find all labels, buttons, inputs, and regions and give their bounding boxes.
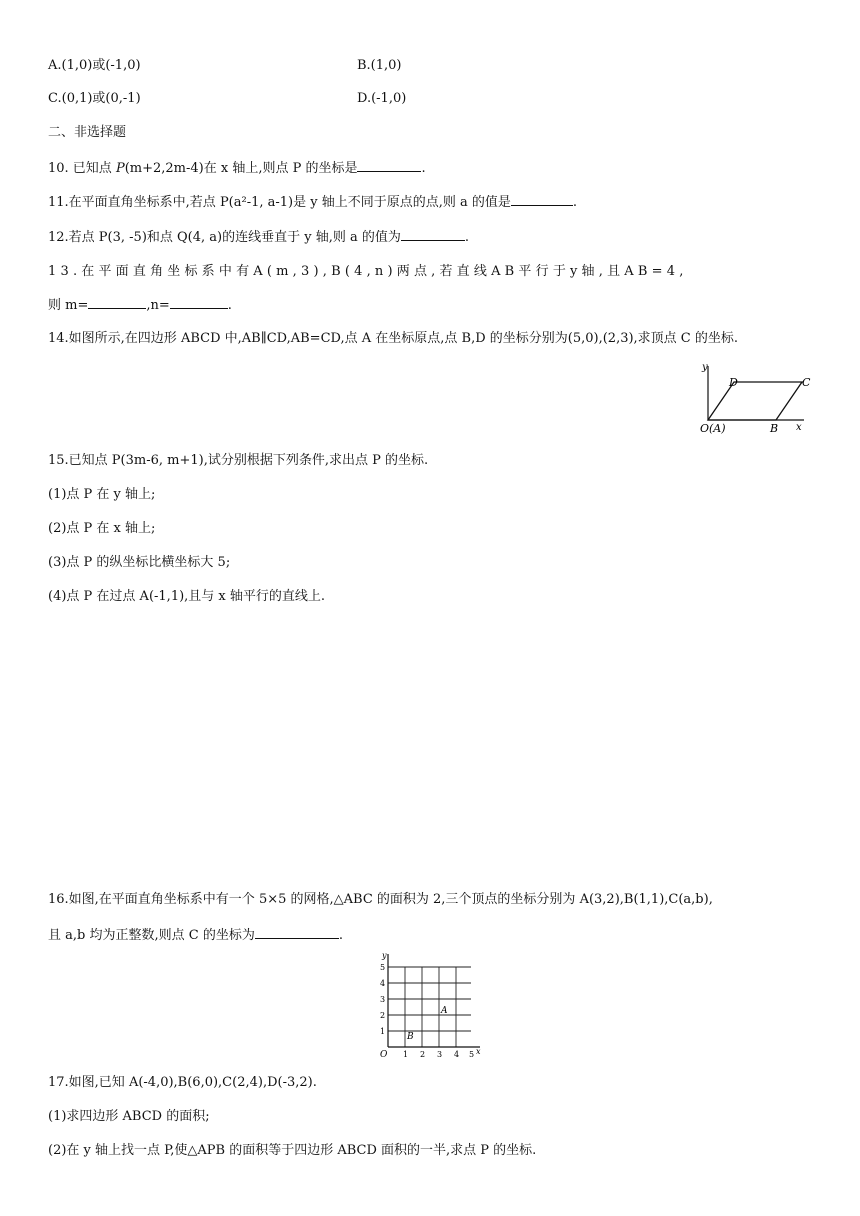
- question-11: [48, 193, 577, 212]
- q13-m-label: 则 m=: [48, 298, 89, 313]
- fig16-y-label: y: [382, 951, 387, 960]
- fig14-o-label: O: [700, 422, 710, 435]
- grid-lines: [388, 967, 471, 1047]
- fig16-x-label: x: [476, 1047, 481, 1056]
- question-16-line-2: [48, 926, 343, 945]
- option-d: D.(-1,0): [357, 91, 407, 106]
- question-15-part-2: (2)点 P 在 x 轴上;: [48, 521, 156, 536]
- q12-text: 12.若点 P(3, -5)和点 Q(4, a)的连线垂直于 y 轴,则 a 的值为: [48, 230, 401, 245]
- q11-end: .: [572, 195, 578, 210]
- question-12: [48, 228, 469, 247]
- fig16-x-tick-3: 3: [437, 1050, 443, 1059]
- fig14-x-label: x: [796, 422, 802, 433]
- fig14-d-label: D: [729, 376, 738, 389]
- fig16-y-tick-3: 3: [380, 995, 386, 1004]
- q13-m-blank[interactable]: [88, 296, 146, 309]
- section-title: 二、非选择题: [48, 125, 127, 140]
- fig16-y-tick-5: 5: [380, 963, 386, 972]
- q16-answer-blank[interactable]: [255, 926, 339, 939]
- question-17-part-2: (2)在 y 轴上找一点 P,使△APB 的面积等于四边形 ABCD 面积的一半,求点 P 的坐标.: [48, 1143, 537, 1158]
- fig14-a-label: (A): [709, 422, 726, 435]
- question-14: 14.如图所示,在四边形 ABCD 中,AB∥CD,AB=CD,点 A 在坐标原点,点 B,D 的坐标分别为(5,0),(2,3),求顶点 C 的坐标.: [48, 331, 739, 346]
- fig16-x-tick-1: 1: [403, 1050, 409, 1059]
- grid-figure: [372, 950, 490, 1060]
- question-15-part-1: (1)点 P 在 y 轴上;: [48, 487, 156, 502]
- fig16-point-b-label: B: [407, 1032, 414, 1042]
- question-15-part-3: (3)点 P 的纵坐标比横坐标大 5;: [48, 555, 231, 570]
- question-16-line-1: 16.如图,在平面直角坐标系中有一个 5×5 的网格,△ABC 的面积为 2,三个顶点的坐标分别为 A(3,2),B(1,1),C(a,b),: [48, 892, 713, 907]
- q12-answer-blank[interactable]: [401, 228, 465, 241]
- fig14-y-label: y: [702, 362, 708, 373]
- option-c: C.(0,1)或(0,-1): [48, 91, 141, 106]
- q16-end: .: [338, 928, 343, 943]
- q11-answer-blank[interactable]: [511, 193, 573, 206]
- fig16-x-tick-5: 5: [469, 1050, 475, 1059]
- q12-end: .: [464, 230, 470, 245]
- fig16-point-a-label: A: [441, 1006, 448, 1016]
- q10-point: P: [115, 161, 125, 176]
- q11-text: 11.在平面直角坐标系中,若点 P(a²-1, a-1)是 y 轴上不同于原点的点,则 a 的值是: [48, 195, 511, 210]
- question-10: [48, 159, 426, 178]
- q13-end: .: [227, 298, 232, 313]
- option-a: A.(1,0)或(-1,0): [48, 58, 141, 73]
- q16-text: 且 a,b 均为正整数,则点 C 的坐标为: [48, 928, 255, 943]
- q13-n-blank[interactable]: [170, 296, 228, 309]
- q10-coord: (m+2,2m-4): [124, 161, 204, 176]
- q10-mid: 在 x 轴上,则点 P 的坐标是: [203, 161, 358, 176]
- fig16-y-tick-2: 2: [380, 1011, 386, 1020]
- question-13-line-1: 13.在平面直角坐标系中有A(m,3),B(4,n)两点,若直线AB平行于y轴,且AB=4,: [48, 264, 688, 279]
- fig16-y-tick-1: 1: [380, 1027, 386, 1036]
- fig16-x-tick-2: 2: [420, 1050, 426, 1059]
- q10-prefix: 10. 已知点: [48, 161, 116, 176]
- fig16-y-tick-4: 4: [380, 979, 386, 988]
- fig14-c-label: C: [802, 376, 811, 389]
- fig16-x-tick-4: 4: [454, 1050, 460, 1059]
- fig14-b-label: B: [770, 422, 779, 435]
- question-15-stem: 15.已知点 P(3m-6, m+1),试分别根据下列条件,求出点 P 的坐标.: [48, 453, 429, 468]
- question-15-part-4: (4)点 P 在过点 A(-1,1),且与 x 轴平行的直线上.: [48, 589, 326, 604]
- question-17-part-1: (1)求四边形 ABCD 的面积;: [48, 1109, 210, 1124]
- parallelogram-abcd: [708, 382, 802, 420]
- question-13-line-2: [48, 296, 232, 315]
- q10-answer-blank[interactable]: [357, 159, 421, 172]
- q10-end: .: [421, 161, 426, 176]
- option-b: B.(1,0): [357, 58, 402, 73]
- question-17-stem: 17.如图,已知 A(-4,0),B(6,0),C(2,4),D(-3,2).: [48, 1075, 317, 1090]
- fig16-origin-label: O: [380, 1050, 388, 1060]
- q13-n-label: ,n=: [146, 298, 170, 313]
- parallelogram-figure: [696, 358, 816, 438]
